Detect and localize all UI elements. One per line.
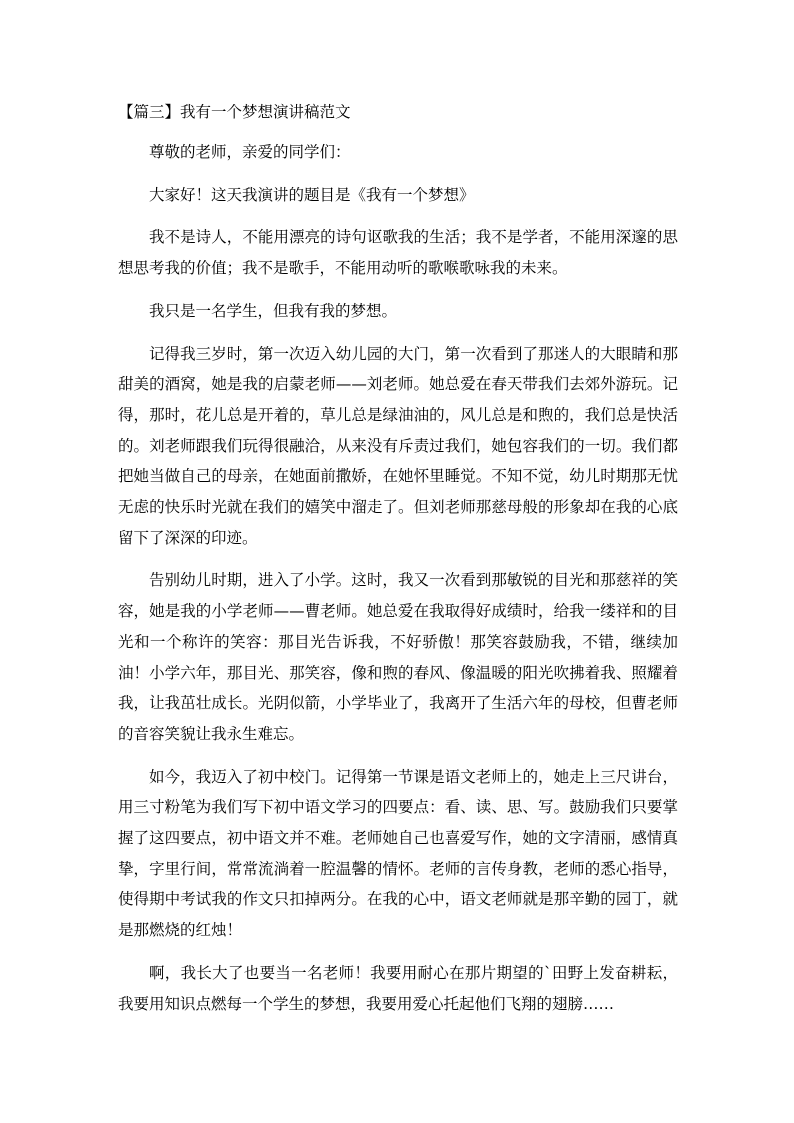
document-title: 【篇三】我有一个梦想演讲稿范文 [118, 103, 351, 121]
paragraph-dream: 啊，我长大了也要当一名老师！我要用耐心在那片期望的`田野上发奋耕耘，我要用知识点燃每一个学生的梦想，我要用爱心托起他们飞翔的翅膀…… [118, 963, 678, 1013]
paragraph-intro: 我不是诗人，不能用漂亮的诗句讴歌我的生活；我不是学者，不能用深邃的思想思考我的价值；我不是歌手，不能用动听的歌喉歌咏我的未来。 [118, 228, 678, 278]
paragraph-kindergarten: 记得我三岁时，第一次迈入幼儿园的大门，第一次看到了那迷人的大眼睛和那甜美的酒窝，她是我的启蒙老师——刘老师。她总爱在春天带我们去郊外游玩。记得，那时，花儿总是开着的，草儿总是绿油油的，风儿总是和煦的，我们总是快活的。刘老师跟我们玩得很融洽，从来没有斥责过我们，她包容我们的一切。我们都把她当做自己的母亲，在她面前撒娇，在她怀里睡觉。不知不觉，幼儿时期那无忧无虑的快乐时光就在我们的嬉笑中溜走了。但刘老师那慈母般的形象却在我的心底留下了深深的印迹。 [118, 344, 678, 547]
paragraph-primary-school: 告别幼儿时期，进入了小学。这时，我又一次看到那敏锐的目光和那慈祥的笑容，她是我的小学老师——曹老师。她总爱在我取得好成绩时，给我一缕祥和的目光和一个称许的笑容：那目光告诉我，不好骄傲！那笑容鼓励我，不错，继续加油！小学六年，那目光、那笑容，像和煦的春风、像温暖的阳光吹拂着我、照耀着我，让我茁壮成长。光阴似箭，小学毕业了，我离开了生活六年的母校，但曹老师的音容笑貌让我永生难忘。 [118, 571, 678, 743]
paragraph-salutation: 尊敬的老师，亲爱的同学们： [149, 143, 351, 161]
document-body [118, 99, 678, 1031]
paragraph-greeting: 大家好！这天我演讲的题目是《我有一个梦想》 [149, 185, 475, 204]
paragraph-middle-school: 如今，我迈入了初中校门。记得第一节课是语文老师上的，她走上三尺讲台，用三寸粉笔为我们写下初中语文学习的四要点：看、读、思、写。鼓励我们只要掌握了这四要点，初中语文并不难。老师她自己也喜爱写作，她的文字清丽，感情真挚，字里行间，常常流淌着一腔温馨的情怀。老师的言传身教，老师的悉心指导，使得期中考试我的作文只扣掉两分。在我的心中，语文老师就是那辛勤的园丁，就是那燃烧的红烛！ [118, 767, 678, 940]
paragraph-student: 我只是一名学生，但我有我的梦想。 [149, 301, 398, 320]
